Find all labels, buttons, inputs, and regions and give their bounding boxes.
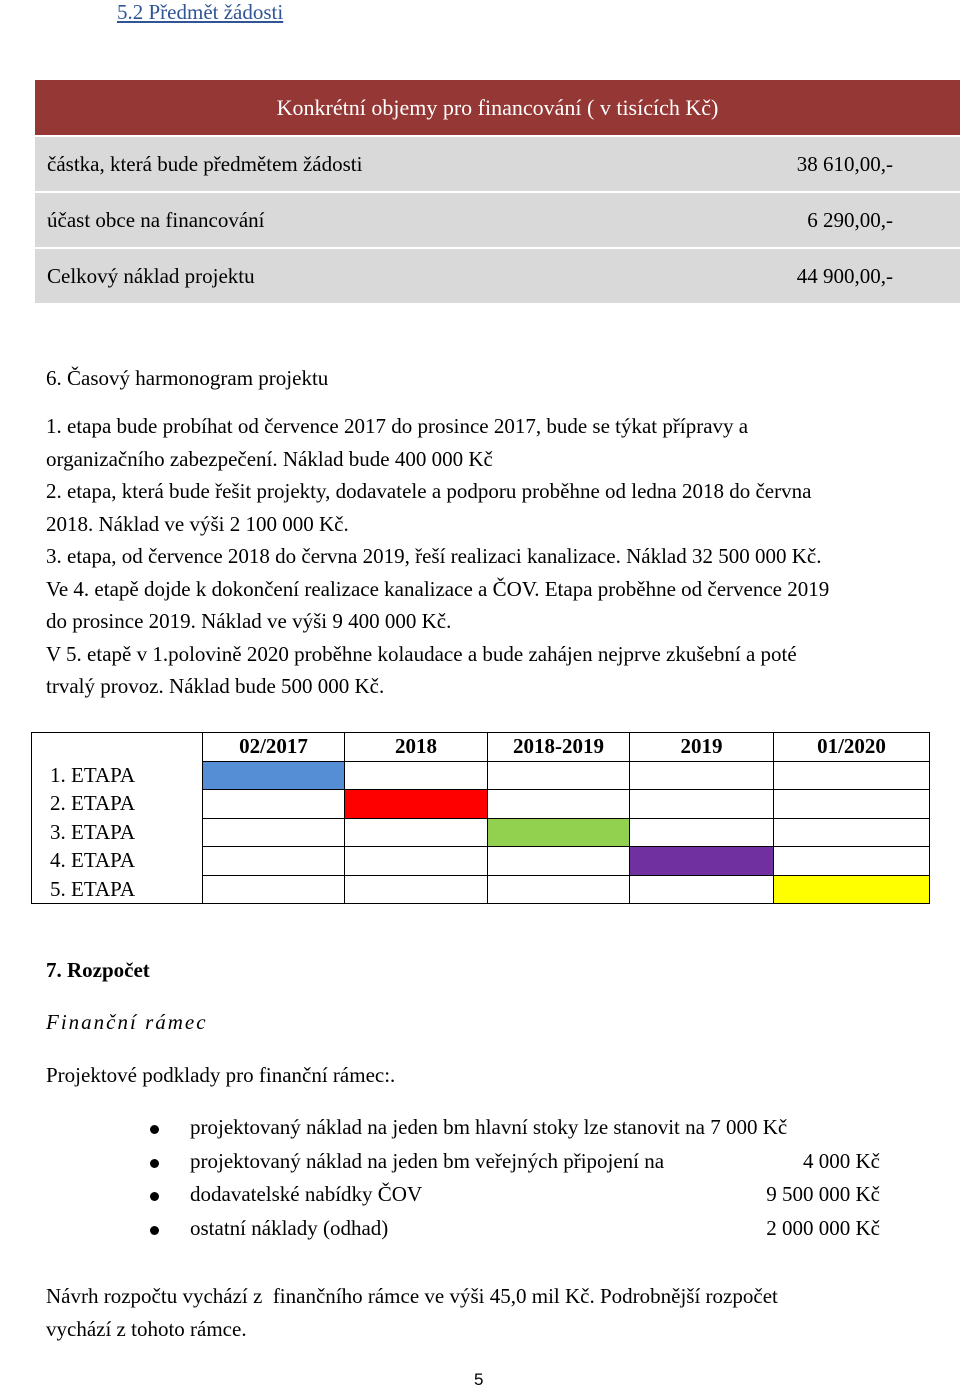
schedule-line: Ve 4. etapě dojde k dokončení realizace kanalizace a ČOV. Etapa proběhne od července 2019 (46, 576, 830, 601)
budget-list (150, 1115, 880, 1249)
bullet-icon (150, 1159, 159, 1168)
list-item-amount: 2 000 000 Kč (766, 1215, 880, 1240)
list-item-text: ostatní náklady (odhad) (190, 1215, 389, 1240)
gantt-cell (630, 761, 774, 790)
bullet-icon (150, 1192, 159, 1201)
gantt-cell (774, 818, 930, 847)
list-item (150, 1216, 880, 1250)
bullet-icon (150, 1226, 159, 1235)
schedule-line: V 5. etapě v 1.polovině 2020 proběhne kolaudace a bude zahájen nejprve zkušební a poté (46, 641, 797, 666)
gantt-cell (630, 875, 774, 904)
page-number: 5 (474, 1370, 484, 1389)
gantt-col-header: 2019 (630, 733, 774, 762)
list-item-text: projektovaný náklad na jeden bm hlavní stoky lze stanovit na 7 000 Kč (190, 1115, 788, 1139)
gantt-bar (203, 761, 345, 790)
gantt-col-header: 01/2020 (774, 733, 930, 762)
list-item (150, 1149, 880, 1183)
gantt-bar (774, 875, 930, 904)
gantt-col-header: 02/2017 (203, 733, 345, 762)
gantt-corner (32, 733, 203, 762)
gantt-table (31, 732, 930, 904)
budget-heading: 7. Rozpočet (46, 958, 150, 982)
gantt-cell (203, 790, 345, 819)
gantt-cell (345, 818, 488, 847)
gantt-cell (203, 847, 345, 876)
schedule-text (46, 410, 956, 703)
bullet-icon (150, 1125, 159, 1134)
gantt-row (32, 847, 930, 876)
schedule-line: 2. etapa, která bude řešit projekty, dodavatele a podporu proběhne od ledna 2018 do června (46, 479, 812, 503)
financing-row-label: částka, která bude předmětem žádosti (47, 152, 363, 176)
gantt-bar (488, 818, 630, 847)
schedule-line: trvalý provoz. Náklad bude 500 000 Kč. (46, 674, 385, 698)
list-item-amount: 4 000 Kč (803, 1148, 880, 1173)
financing-table (35, 80, 960, 303)
schedule-heading: 6. Časový harmonogram projektu (46, 366, 329, 390)
gantt-stage-label: 1. ETAPA (32, 761, 203, 790)
gantt-cell (774, 847, 930, 876)
gantt-row (32, 818, 930, 847)
budget-intro: Projektové podklady pro finanční rámec:. (46, 1063, 396, 1087)
financing-row-label: účast obce na financování (47, 208, 265, 232)
gantt-cell (345, 761, 488, 790)
gantt-bar (345, 790, 488, 819)
gantt-row (32, 875, 930, 904)
budget-summary-line: vychází z tohoto rámce. (46, 1317, 247, 1341)
gantt-cell (488, 847, 630, 876)
financing-row-value: 38 610,00,- (796, 152, 893, 176)
gantt-cell (203, 875, 345, 904)
gantt-col-header: 2018 (345, 733, 488, 762)
gantt-cell (345, 875, 488, 904)
financing-row-value: 44 900,00,- (796, 264, 893, 288)
list-item (150, 1115, 880, 1149)
financing-row-value: 6 290,00,- (807, 208, 893, 232)
schedule-line: 2018. Náklad ve výši 2 100 000 Kč. (46, 511, 349, 536)
list-item-text: dodavatelské nabídky ČOV (190, 1182, 423, 1206)
gantt-col-header: 2018-2019 (488, 733, 630, 762)
schedule-line: organizačního zabezpečení. Náklad bude 400 000 Kč (46, 446, 493, 471)
gantt-row (32, 761, 930, 790)
gantt-stage-label: 3. ETAPA (32, 818, 203, 847)
financing-row-label: Celkový náklad projektu (47, 264, 255, 288)
budget-subheading: Finanční rámec (46, 1010, 208, 1034)
financing-row-request (35, 135, 960, 191)
gantt-cell (774, 761, 930, 790)
gantt-cell (630, 790, 774, 819)
gantt-row (32, 790, 930, 819)
financing-table-header: Konkrétní objemy pro financování ( v tisících Kč) (35, 80, 960, 135)
gantt-cell (203, 818, 345, 847)
gantt-bar (630, 847, 774, 876)
gantt-cell (774, 790, 930, 819)
gantt-stage-label: 4. ETAPA (32, 847, 203, 876)
list-item-amount: 9 500 000 Kč (766, 1182, 880, 1206)
schedule-line: 1. etapa bude probíhat od července 2017 do prosince 2017, bude se týkat přípravy a (46, 414, 749, 438)
budget-summary-line: Návrh rozpočtu vychází z finančního rámce ve výši 45,0 mil Kč. Podrobnější rozpočet (46, 1284, 778, 1308)
gantt-cell (630, 818, 774, 847)
gantt-cell (488, 790, 630, 819)
section-title-5-2: 5.2 Předmět žádosti (117, 0, 284, 24)
gantt-header-row (32, 733, 930, 762)
schedule-line: do prosince 2019. Náklad ve výši 9 400 000 Kč. (46, 609, 452, 633)
gantt-stage-label: 5. ETAPA (32, 875, 203, 904)
list-item-text: projektovaný náklad na jeden bm veřejných připojení na (190, 1148, 665, 1173)
financing-row-municipality (35, 191, 960, 247)
gantt-stage-label: 2. ETAPA (32, 790, 203, 819)
gantt-cell (345, 847, 488, 876)
financing-row-total (35, 247, 960, 303)
budget-summary (46, 1280, 926, 1346)
gantt-cell (488, 875, 630, 904)
list-item (150, 1182, 880, 1216)
schedule-line: 3. etapa, od července 2018 do června 2019, řeší realizaci kanalizace. Náklad 32 500 000 Kč. (46, 544, 822, 568)
gantt-cell (488, 761, 630, 790)
